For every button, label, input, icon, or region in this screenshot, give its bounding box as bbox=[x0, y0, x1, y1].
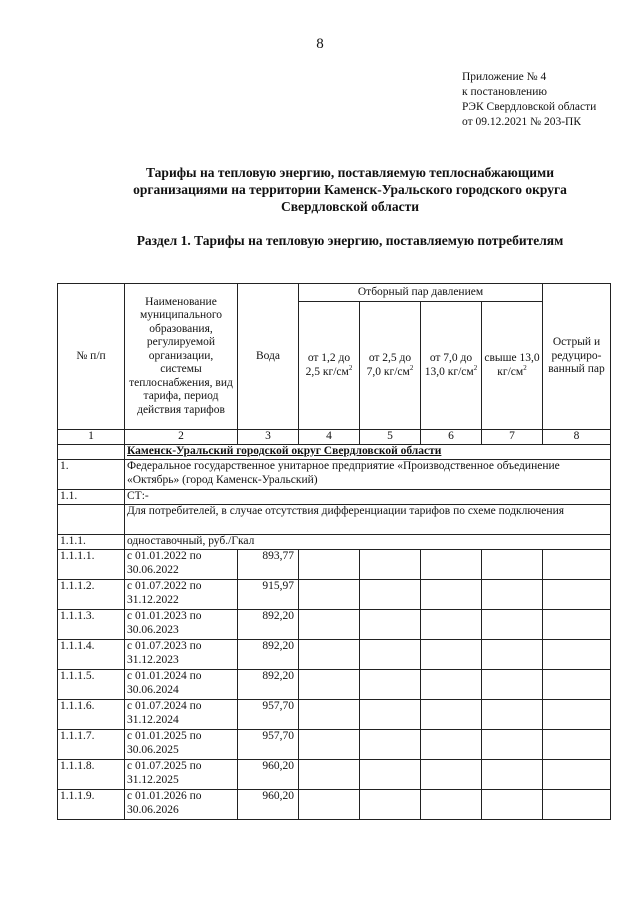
district-row: Каменск-Уральский городской округ Свердловской области bbox=[125, 445, 611, 460]
header-steam-group: Отборный пар давлением bbox=[299, 284, 543, 302]
row-empty bbox=[482, 700, 543, 730]
org-name: Федеральное государственное унитарное предприятие «Производственное объединение «Октябрь» (город Каменск-Уральский) bbox=[125, 460, 611, 490]
row-empty bbox=[421, 790, 482, 820]
col-number: 2 bbox=[125, 430, 238, 445]
row-empty bbox=[299, 640, 360, 670]
table-row bbox=[58, 550, 611, 580]
row-water-value: 892,20 bbox=[238, 670, 299, 700]
approval-line: Приложение № 4 bbox=[462, 71, 547, 83]
system-label: СТ:- bbox=[125, 490, 611, 505]
row-empty bbox=[543, 700, 611, 730]
row-empty bbox=[299, 760, 360, 790]
row-empty bbox=[482, 790, 543, 820]
row-empty bbox=[482, 730, 543, 760]
page-number: 8 bbox=[316, 36, 324, 52]
row-num: 1.1.1.3. bbox=[58, 610, 125, 640]
row-period: с 01.01.2023 по 30.06.2023 bbox=[125, 610, 238, 640]
row-empty bbox=[543, 760, 611, 790]
row-empty bbox=[482, 760, 543, 790]
row-empty bbox=[543, 790, 611, 820]
approval-line: РЭК Свердловской области bbox=[462, 101, 597, 113]
system-num: 1.1. bbox=[58, 490, 125, 505]
header-num: № п/п bbox=[58, 284, 125, 430]
row-water-value: 957,70 bbox=[238, 730, 299, 760]
col-number: 4 bbox=[299, 430, 360, 445]
header-pressure-1: от 1,2 до 2,5 $кг/см^2$ bbox=[299, 302, 360, 430]
header-pressure-2: от 2,5 до 7,0 $кг/см^2$ bbox=[360, 302, 421, 430]
row-empty bbox=[299, 610, 360, 640]
consumers-note: Для потребителей, в случае отсутствия дифференциации тарифов по схеме подключения bbox=[125, 505, 611, 535]
row-empty bbox=[482, 610, 543, 640]
row-num: 1.1.1.6. bbox=[58, 700, 125, 730]
row-period: с 01.07.2022 по 31.12.2022 bbox=[125, 580, 238, 610]
row-water-value: 893,77 bbox=[238, 550, 299, 580]
header-water: Вода bbox=[238, 284, 299, 430]
row-period: с 01.07.2024 по 31.12.2024 bbox=[125, 700, 238, 730]
col-number: 8 bbox=[543, 430, 611, 445]
row-water-value: 960,20 bbox=[238, 790, 299, 820]
row-period: с 01.01.2026 по 30.06.2026 bbox=[125, 790, 238, 820]
row-empty bbox=[421, 700, 482, 730]
org-num: 1. bbox=[58, 460, 125, 490]
row-empty bbox=[421, 610, 482, 640]
row-empty bbox=[360, 700, 421, 730]
row-empty bbox=[421, 640, 482, 670]
row-num: 1.1.1.7. bbox=[58, 730, 125, 760]
header-name: Наименование муниципального образования, регулируемой организации, системы теплоснабжения, вид тарифа, период действия тарифов bbox=[125, 284, 238, 430]
row-period: с 01.01.2025 по 30.06.2025 bbox=[125, 730, 238, 760]
row-empty bbox=[360, 760, 421, 790]
row-empty bbox=[421, 670, 482, 700]
row-empty bbox=[421, 580, 482, 610]
row-num: 1.1.1.9. bbox=[58, 790, 125, 820]
row-water-value: 960,20 bbox=[238, 760, 299, 790]
row-empty bbox=[482, 670, 543, 700]
row-empty bbox=[543, 550, 611, 580]
row-period: с 01.07.2023 по 31.12.2023 bbox=[125, 640, 238, 670]
row-empty bbox=[482, 550, 543, 580]
row-empty bbox=[543, 580, 611, 610]
row-empty bbox=[360, 730, 421, 760]
table-row bbox=[58, 670, 611, 700]
header-pressure-3: от 7,0 до 13,0 $кг/см^2$ bbox=[421, 302, 482, 430]
row-num: 1.1.1.8. bbox=[58, 760, 125, 790]
row-empty bbox=[299, 730, 360, 760]
col-number: 1 bbox=[58, 430, 125, 445]
col-number: 6 bbox=[421, 430, 482, 445]
row-empty bbox=[360, 640, 421, 670]
row-water-value: 892,20 bbox=[238, 610, 299, 640]
header-sharp-steam: Острый и редуциро-ванный пар bbox=[543, 284, 611, 430]
tariff-num: 1.1.1. bbox=[58, 535, 125, 550]
row-empty bbox=[421, 760, 482, 790]
row-empty bbox=[299, 700, 360, 730]
title-line: Свердловской области bbox=[280, 199, 420, 214]
col-number: 3 bbox=[238, 430, 299, 445]
row-num: 1.1.1.2. bbox=[58, 580, 125, 610]
row-empty bbox=[543, 640, 611, 670]
row-period: с 01.01.2024 по 30.06.2024 bbox=[125, 670, 238, 700]
row-empty bbox=[543, 730, 611, 760]
approval-line: от 09.12.2021 № 203-ПК bbox=[462, 116, 582, 128]
row-num: 1.1.1.1. bbox=[58, 550, 125, 580]
approval-line: к постановлению bbox=[462, 86, 547, 98]
table-row bbox=[58, 760, 611, 790]
row-empty bbox=[360, 580, 421, 610]
row-empty bbox=[299, 790, 360, 820]
approval-block bbox=[462, 70, 596, 130]
col-number: 7 bbox=[482, 430, 543, 445]
row-empty bbox=[299, 550, 360, 580]
row-empty bbox=[299, 670, 360, 700]
tariff-label: одноставочный, руб./Гкал bbox=[125, 535, 611, 550]
row-empty bbox=[482, 640, 543, 670]
table-row bbox=[58, 700, 611, 730]
row-empty bbox=[360, 790, 421, 820]
section-title: Раздел 1. Тарифы на тепловую энергию, поставляемую потребителям bbox=[136, 233, 564, 248]
row-empty bbox=[299, 580, 360, 610]
row-water-value: 915,97 bbox=[238, 580, 299, 610]
table-row bbox=[58, 790, 611, 820]
row-empty bbox=[360, 670, 421, 700]
row-empty bbox=[482, 580, 543, 610]
row-period: с 01.07.2025 по 31.12.2025 bbox=[125, 760, 238, 790]
title-line: Тарифы на тепловую энергию, поставляемую теплоснабжающими bbox=[146, 165, 554, 180]
tariff-table bbox=[57, 283, 611, 820]
table-row bbox=[58, 640, 611, 670]
row-empty bbox=[543, 610, 611, 640]
col-number: 5 bbox=[360, 430, 421, 445]
table-row bbox=[58, 610, 611, 640]
header-pressure-4: свыше 13,0 $кг/см^2$ bbox=[482, 302, 543, 430]
table-row bbox=[58, 730, 611, 760]
row-empty bbox=[360, 610, 421, 640]
row-period: с 01.01.2022 по 30.06.2022 bbox=[125, 550, 238, 580]
document-title bbox=[60, 164, 640, 215]
row-water-value: 957,70 bbox=[238, 700, 299, 730]
row-empty bbox=[360, 550, 421, 580]
row-num: 1.1.1.4. bbox=[58, 640, 125, 670]
row-empty bbox=[421, 550, 482, 580]
row-num: 1.1.1.5. bbox=[58, 670, 125, 700]
row-empty bbox=[421, 730, 482, 760]
title-line: организациями на территории Каменск-Уральского городского округа bbox=[133, 182, 567, 197]
row-water-value: 892,20 bbox=[238, 640, 299, 670]
row-empty bbox=[543, 670, 611, 700]
table-row bbox=[58, 580, 611, 610]
